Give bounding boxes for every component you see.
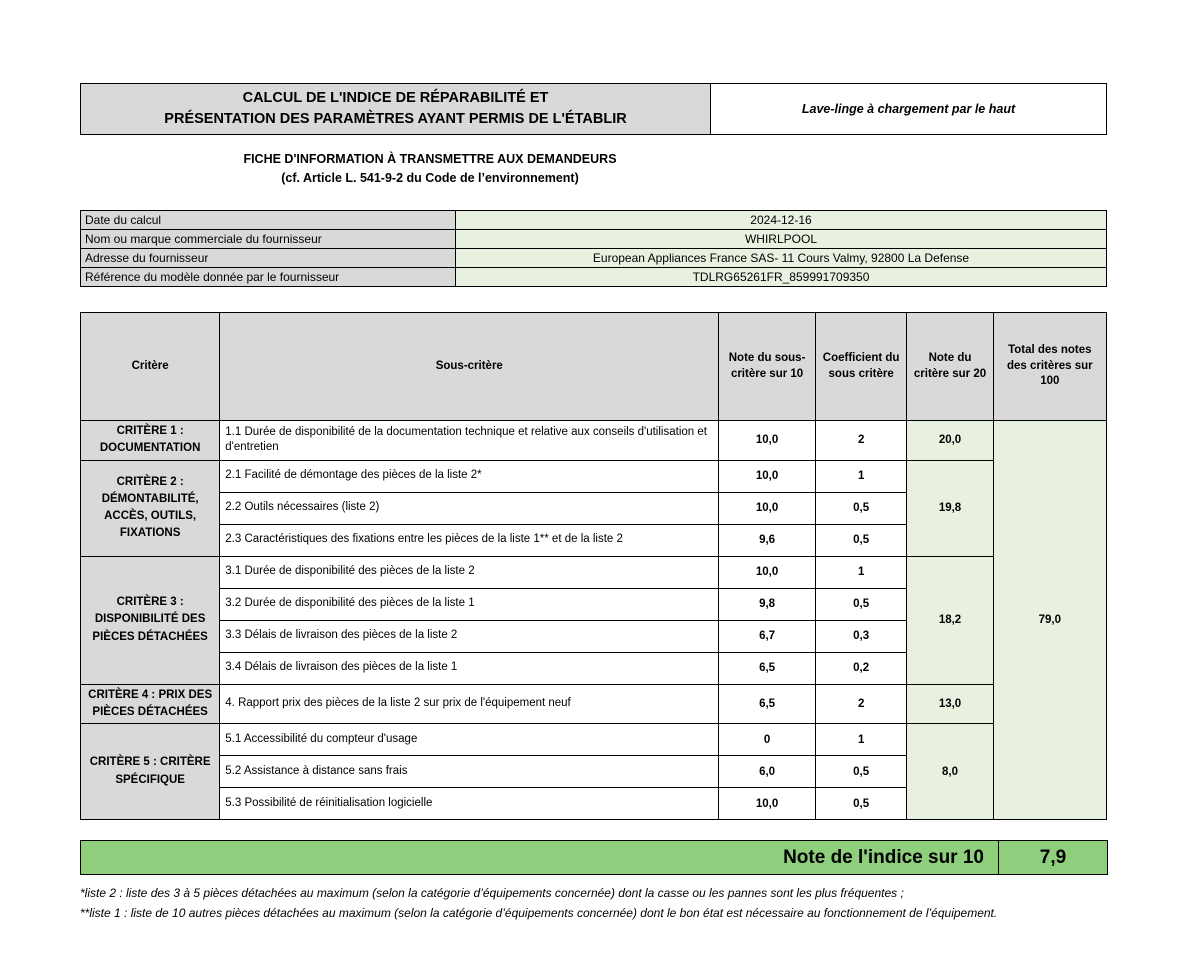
footnotes <box>80 884 1100 924</box>
coef-4-1: 2 <box>815 684 906 724</box>
coef-5-2: 0,5 <box>815 756 906 788</box>
info-value-address: European Appliances France SAS- 11 Cours Valmy, 92800 La Defense <box>456 249 1107 268</box>
critere-label-5: CRITÈRE 5 : CRITÈRE SPÉCIFIQUE <box>81 724 220 820</box>
note-critere-2: 19,8 <box>907 460 993 556</box>
header-total: Total des notes des critères sur 100 <box>993 313 1106 421</box>
header-note-critere: Note du critère sur 20 <box>907 313 993 421</box>
sous-critere-5-1: 5.1 Accessibilité du compteur d'usage <box>220 724 719 756</box>
header-critere: Critère <box>81 313 220 421</box>
sous-critere-1-1: 1.1 Durée de disponibilité de la documentation technique et relative aux conseils d'utilisation et d'entretien <box>220 421 719 461</box>
note-2-3: 9,6 <box>719 524 816 556</box>
critere-label-1: CRITÈRE 1 : DOCUMENTATION <box>81 421 220 461</box>
coef-2-2: 0,5 <box>815 492 906 524</box>
note-2-2: 10,0 <box>719 492 816 524</box>
coef-3-4: 0,2 <box>815 652 906 684</box>
document-title-line1: CALCUL DE L'INDICE DE RÉPARABILITÉ ET <box>242 89 549 106</box>
note-5-1: 0 <box>719 724 816 756</box>
note-critere-1: 20,0 <box>907 421 993 461</box>
info-row <box>81 230 1107 249</box>
note-3-1: 10,0 <box>719 556 816 588</box>
coef-2-1: 1 <box>815 460 906 492</box>
product-category: Lave-linge à chargement par le haut <box>711 84 1106 134</box>
document-title <box>81 84 711 134</box>
repairability-score-table <box>80 312 1107 820</box>
coef-3-1: 1 <box>815 556 906 588</box>
info-row <box>81 211 1107 230</box>
document-subtitle-line1: FICHE D'INFORMATION À TRANSMETTRE AUX DEMANDEURS <box>243 152 617 166</box>
info-value-brand: WHIRLPOOL <box>456 230 1107 249</box>
info-value-model: TDLRG65261FR_859991709350 <box>456 268 1107 287</box>
score-label: Note de l'indice sur 10 <box>81 841 999 875</box>
info-label-address: Adresse du fournisseur <box>81 249 456 268</box>
header-coefficient: Coefficient du sous critère <box>815 313 906 421</box>
critere-label-3: CRITÈRE 3 : DISPONIBILITÉ DES PIÈCES DÉTACHÉES <box>81 556 220 684</box>
sous-critere-3-1: 3.1 Durée de disponibilité des pièces de la liste 2 <box>220 556 719 588</box>
info-label-brand: Nom ou marque commerciale du fournisseur <box>81 230 456 249</box>
table-row <box>81 684 1107 724</box>
header-sous-critere: Sous-critère <box>220 313 719 421</box>
sous-critere-2-2: 2.2 Outils nécessaires (liste 2) <box>220 492 719 524</box>
note-5-2: 6,0 <box>719 756 816 788</box>
note-4-1: 6,5 <box>719 684 816 724</box>
info-label-model: Référence du modèle donnée par le fournisseur <box>81 268 456 287</box>
table-row <box>81 460 1107 492</box>
sous-critere-3-3: 3.3 Délais de livraison des pièces de la liste 2 <box>220 620 719 652</box>
table-row <box>81 421 1107 461</box>
info-row <box>81 268 1107 287</box>
table-row <box>81 724 1107 756</box>
note-3-2: 9,8 <box>719 588 816 620</box>
supplier-info-table <box>80 210 1107 287</box>
info-value-date: 2024-12-16 <box>456 211 1107 230</box>
coef-5-1: 1 <box>815 724 906 756</box>
sous-critere-3-2: 3.2 Durée de disponibilité des pièces de la liste 1 <box>220 588 719 620</box>
sous-critere-4-1: 4. Rapport prix des pièces de la liste 2 sur prix de l'équipement neuf <box>220 684 719 724</box>
note-critere-3: 18,2 <box>907 556 993 684</box>
info-label-date: Date du calcul <box>81 211 456 230</box>
final-score-row <box>80 840 1108 875</box>
note-3-3: 6,7 <box>719 620 816 652</box>
note-1-1: 10,0 <box>719 421 816 461</box>
sous-critere-2-3: 2.3 Caractéristiques des fixations entre les pièces de la liste 1** et de la liste 2 <box>220 524 719 556</box>
sous-critere-2-1: 2.1 Facilité de démontage des pièces de la liste 2* <box>220 460 719 492</box>
score-value: 7,9 <box>999 841 1108 875</box>
document-subtitle <box>80 150 780 189</box>
note-critere-5: 8,0 <box>907 724 993 820</box>
sous-critere-5-3: 5.3 Possibilité de réinitialisation logicielle <box>220 788 719 820</box>
footnote-liste-2: *liste 2 : liste des 3 à 5 pièces détachées au maximum (selon la catégorie d’équipements concernée) dont la casse ou les pannes sont les plus fréquentes ; <box>80 886 904 900</box>
note-critere-4: 13,0 <box>907 684 993 724</box>
coef-3-3: 0,3 <box>815 620 906 652</box>
note-3-4: 6,5 <box>719 652 816 684</box>
document-title-line2: PRÉSENTATION DES PARAMÈTRES AYANT PERMIS DE L'ÉTABLIR <box>164 111 627 127</box>
total-score-100: 79,0 <box>993 421 1106 820</box>
header-note-sous-critere: Note du sous-critère sur 10 <box>719 313 816 421</box>
coef-5-3: 0,5 <box>815 788 906 820</box>
sous-critere-5-2: 5.2 Assistance à distance sans frais <box>220 756 719 788</box>
sous-critere-3-4: 3.4 Délais de livraison des pièces de la liste 1 <box>220 652 719 684</box>
coef-3-2: 0,5 <box>815 588 906 620</box>
score-row <box>81 841 1108 875</box>
table-header-row <box>81 313 1107 421</box>
info-row <box>81 249 1107 268</box>
coef-2-3: 0,5 <box>815 524 906 556</box>
coef-1-1: 2 <box>815 421 906 461</box>
table-row <box>81 556 1107 588</box>
footnote-liste-1: **liste 1 : liste de 10 autres pièces détachées au maximum (selon la catégorie d’équipements concernée) dont le bon état est nécessaire au fonctionnement de l’équipement. <box>80 905 998 920</box>
critere-label-4: CRITÈRE 4 : PRIX DES PIÈCES DÉTACHÉES <box>81 684 220 724</box>
critere-label-2: CRITÈRE 2 : DÉMONTABILITÉ, ACCÈS, OUTILS, FIXATIONS <box>81 460 220 556</box>
note-2-1: 10,0 <box>719 460 816 492</box>
document-subtitle-line2: (cf. Article L. 541-9-2 du Code de l’environnement) <box>281 171 579 186</box>
note-5-3: 10,0 <box>719 788 816 820</box>
document-header <box>80 83 1107 135</box>
